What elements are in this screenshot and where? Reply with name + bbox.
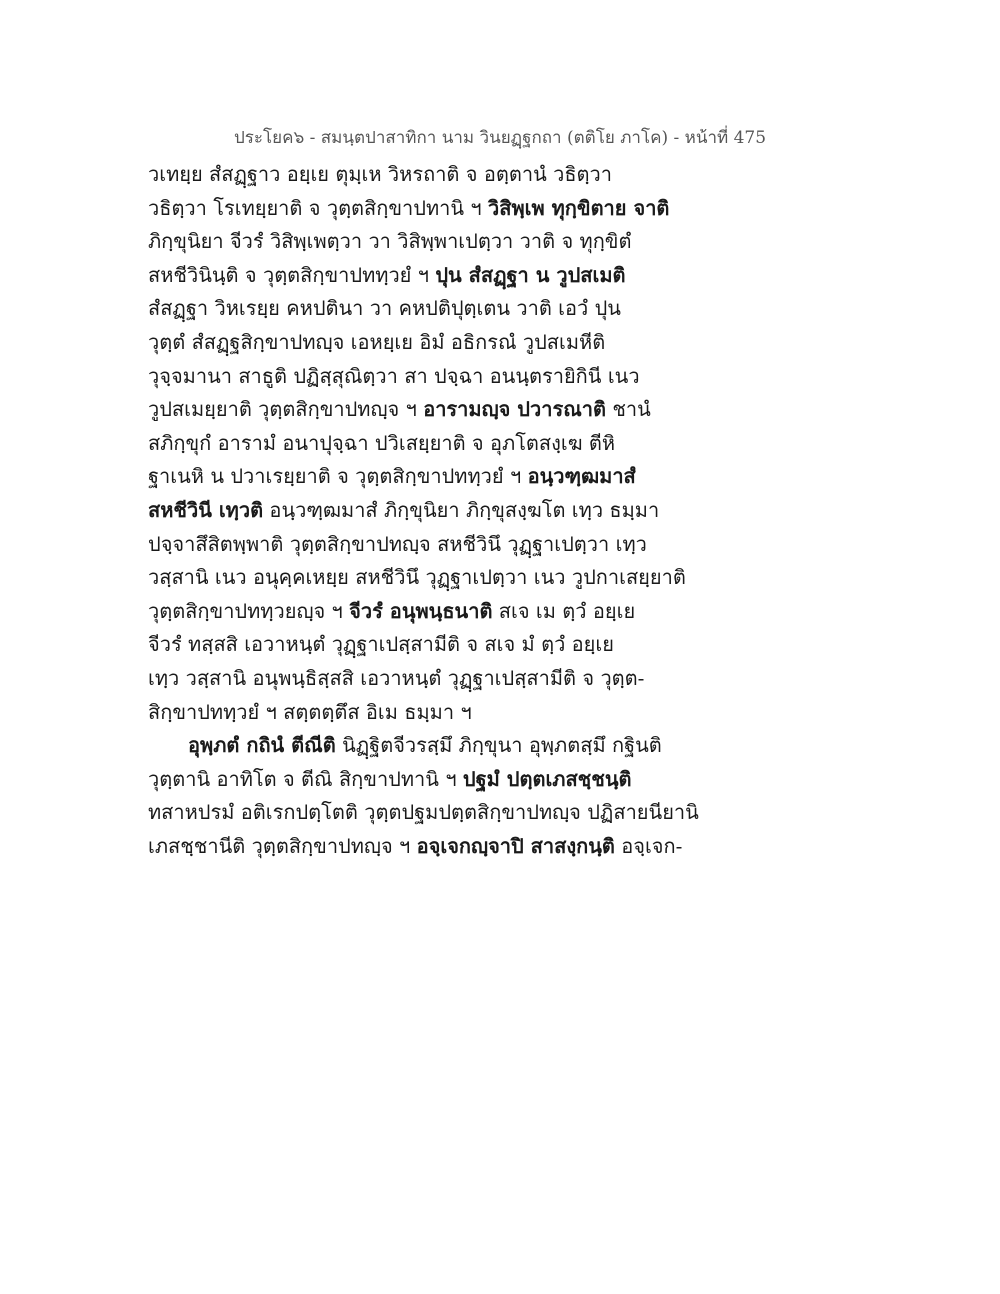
text-segment: จีวรํ ทสฺสสิ เอวาหนฺตํ วุฏฺฐาเปสฺสามีติ จ สเจ มํ ตฺวํ อยฺเย xyxy=(148,632,614,657)
text-segment: สหชีวินินฺติ จ วุตฺตสิกฺขาปททฺวยํ ฯ xyxy=(148,262,436,287)
text-line xyxy=(148,528,688,562)
text-line xyxy=(148,158,688,192)
bold-term: สหชีวินี เทฺวติ xyxy=(148,497,264,522)
text-line xyxy=(148,561,688,595)
text-line xyxy=(148,763,688,797)
text-segment: อจฺเจก- xyxy=(614,833,683,858)
text-line xyxy=(148,696,688,730)
text-segment: สิกฺขาปททฺวยํ ฯ สตฺตตฺตึส อิเม ธมฺมา ฯ xyxy=(148,699,472,724)
body-text xyxy=(148,158,699,863)
bold-term: อนฺวฑฺฒมาสํ xyxy=(527,464,636,489)
text-segment: เทฺว วสฺสานิ อนุพนฺธิสฺสสิ เอวาหนฺตํ วุฏฺฐาเปสฺสามีติ จ วุตฺต- xyxy=(148,665,645,690)
text-line xyxy=(148,259,688,293)
text-segment: สภิกฺขุกํ อารามํ อนาปุจฺฉา ปวิเสยฺยาติ จ อุภโตสงฺเฆ ตีหิ xyxy=(148,430,616,455)
text-line xyxy=(148,595,688,629)
bold-term: วิสิพฺเพ ทุกฺขิตาย จาติ xyxy=(488,195,670,220)
bold-term: จีวรํ อนุพนฺธนาติ xyxy=(349,598,493,623)
text-line xyxy=(148,192,688,226)
text-segment: นิฏฺฐิตจีวรสฺมึ ภิกฺขุนา อุพฺภตสฺมึ กฐินติ xyxy=(335,733,662,758)
text-segment: ชานํ xyxy=(605,397,651,422)
bold-term: อจฺเจกญฺจาปิ สาสงฺกนฺติ xyxy=(416,833,615,858)
text-segment: วุตฺตสิกฺขาปททฺวยญฺจ ฯ xyxy=(148,598,350,623)
text-segment: สํสฏฺฐา วิหเรยฺย คหปตินา วา คหปติปุตฺเตน วาติ เอวํ ปุน xyxy=(148,296,621,321)
text-line xyxy=(148,393,688,427)
text-segment: สเจ เม ตฺวํ อยฺเย xyxy=(492,598,636,623)
text-line xyxy=(148,628,688,662)
page-header: ประโยค๖ - สมนฺตปาสาทิกา นาม วินยฏฺฐกถา (ตติโย ภาโค) - หน้าที่ 475 xyxy=(233,128,767,148)
text-line xyxy=(148,729,688,763)
text-line xyxy=(148,460,688,494)
bold-term: อารามญฺจ ปวารณาติ xyxy=(423,397,606,422)
bold-term: ปฐมํ ปตฺตเภสชฺชนฺติ xyxy=(462,766,632,791)
text-line xyxy=(148,360,688,394)
text-segment: วธิตฺวา โรเทยฺยาติ จ วุตฺตสิกฺขาปทานิ ฯ xyxy=(148,195,488,220)
text-line xyxy=(148,427,688,461)
text-segment: วูปสเมยฺยาติ วุตฺตสิกฺขาปทญฺจ ฯ xyxy=(148,397,424,422)
text-line xyxy=(148,225,688,259)
text-segment: อนฺวฑฺฒมาสํ ภิกฺขุนิยา ภิกฺขุสงฺฆโต เทฺว ธมฺมา xyxy=(263,497,660,522)
text-segment: วุตฺตํ สํสฏฺฐสิกฺขาปทญฺจ เอหยฺเย อิมํ อธิกรณํ วูปสเมหีติ xyxy=(148,329,606,354)
text-segment: เภสชฺชานีติ วุตฺตสิกฺขาปทญฺจ ฯ xyxy=(148,833,417,858)
text-line xyxy=(148,326,688,360)
text-segment: ทสาหปรมํ อติเรกปตฺโตติ วุตฺตปฐมปตฺตสิกฺขาปทญฺจ ปฏิสายนียานิ xyxy=(148,800,699,825)
text-segment: ปจฺจาสึสิตพฺพาติ วุตฺตสิกฺขาปทญฺจ สหชีวินึ วุฏฺฐาเปตฺวา เทฺว xyxy=(148,531,647,556)
text-line xyxy=(148,830,688,864)
text-segment: ภิกฺขุนิยา จีวรํ วิสิพฺเพตฺวา วา วิสิพฺพาเปตฺวา วาติ จ ทุกฺขิตํ xyxy=(148,229,632,254)
text-line xyxy=(148,494,688,528)
bold-term: อุพฺภตํ กถินํ ตีณีติ xyxy=(188,733,336,758)
bold-term: ปุน สํสฏฺฐา น วูปสเมติ xyxy=(435,262,626,287)
text-segment: วุจฺจมานา สาธูติ ปฏิสฺสุณิตฺวา สา ปจฺฉา อนนฺตรายิกินี เนว xyxy=(148,363,640,388)
text-segment: วเทยฺย สํสฏฺฐาว อยฺเย ตุมฺเห วิหรถาติ จ อตฺตานํ วธิตฺวา xyxy=(148,162,612,186)
text-segment: วุตฺตานิ อาทิโต จ ตีณิ สิกฺขาปทานิ ฯ xyxy=(148,766,463,791)
text-segment: ฐาเนหิ น ปวาเรยฺยาติ จ วุตฺตสิกฺขาปททฺวยํ ฯ xyxy=(148,464,528,489)
text-line xyxy=(148,662,688,696)
text-line xyxy=(148,292,688,326)
text-segment: วสฺสานิ เนว อนุคฺคเหยฺย สหชีวินึ วุฏฺฐาเปตฺวา เนว วูปกาเสยฺยาติ xyxy=(148,565,686,590)
text-line xyxy=(148,796,699,830)
